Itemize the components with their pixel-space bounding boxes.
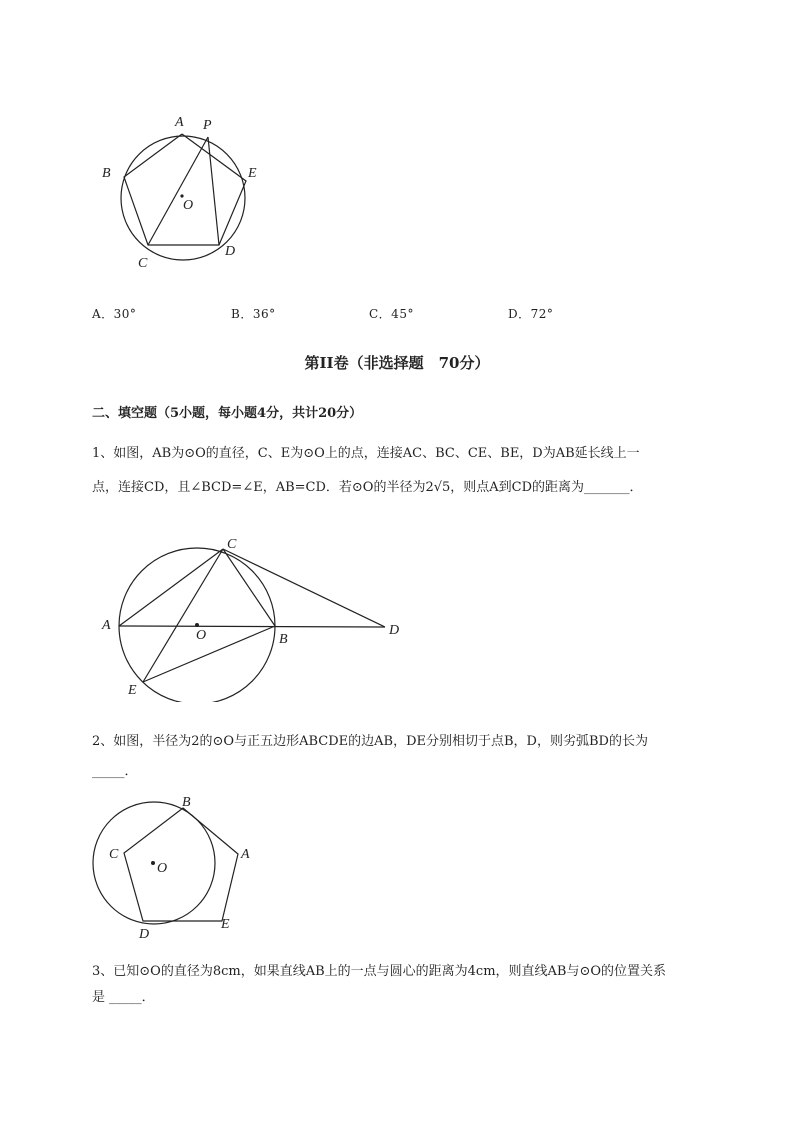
label-o-fig2: O xyxy=(196,628,207,643)
label-b-fig2: B xyxy=(279,632,288,647)
figure-1-circle-pentagon xyxy=(90,105,280,275)
label-e-fig2: E xyxy=(128,683,137,698)
option-d[interactable]: D．72° xyxy=(508,307,554,321)
question-1-line-2: 点，连接CD，且∠BCD=∠E，AB=CD．若⊙O的半径为2√5，则点A到CD的距离为_______． xyxy=(92,480,643,495)
segment-cb xyxy=(223,549,275,626)
diameter-ad xyxy=(119,626,385,627)
segment-eb xyxy=(143,626,275,682)
center-point-fig3 xyxy=(151,861,155,865)
section-title: 二、填空题（5小题，每小题4分，共计20分） xyxy=(92,406,363,421)
segment-ce xyxy=(143,549,223,682)
label-b-fig3: B xyxy=(182,795,191,810)
option-b[interactable]: B．36° xyxy=(231,307,276,321)
question-3-line-1: 3、已知⊙O的直径为8cm，如果直线AB上的一点与圆心的距离为4cm，则直线AB与⊙O的位置关系 xyxy=(92,964,667,979)
label-d-fig2: D xyxy=(389,623,400,638)
label-e-fig3: E xyxy=(221,917,230,932)
figure-2-circle-tangent xyxy=(95,532,415,702)
option-a[interactable]: A．30° xyxy=(92,307,137,321)
figure-3-circle-pentagon xyxy=(88,793,268,943)
label-d-fig1: D xyxy=(225,244,236,259)
pentagon-abcde-fig3 xyxy=(124,808,238,921)
question-2-line-1: 2、如图，半径为2的⊙O与正五边形ABCDE的边AB，DE分别相切于点B，D，则劣弧BD的长为 xyxy=(92,734,648,749)
segment-ac xyxy=(119,549,223,626)
center-point-fig2 xyxy=(195,623,199,627)
label-a-fig2: A xyxy=(102,618,111,633)
label-c-fig1: C xyxy=(138,256,148,271)
label-b-fig1: B xyxy=(102,166,111,181)
label-c-fig3: C xyxy=(109,847,119,862)
label-o-fig3: O xyxy=(157,861,168,876)
option-c[interactable]: C．45° xyxy=(369,307,414,321)
label-c-fig2: C xyxy=(227,537,237,552)
label-d-fig3: D xyxy=(139,927,150,942)
label-o-fig1: O xyxy=(183,198,194,213)
label-e-fig1: E xyxy=(248,166,257,181)
segment-cd xyxy=(223,549,385,627)
question-3-line-2: 是 _____． xyxy=(92,990,155,1005)
label-a-fig3: A xyxy=(241,847,250,862)
question-1-line-1: 1、如图，AB为⊙O的直径，C、E为⊙O上的点，连接AC、BC、CE、BE，D为AB延长线上一 xyxy=(92,446,640,461)
question-2-line-2: _____． xyxy=(92,764,138,779)
part-title: 第II卷（非选择题 70分） xyxy=(304,354,490,372)
segment-pd xyxy=(208,137,219,245)
label-p-fig1: P xyxy=(203,118,212,133)
label-a-fig1: A xyxy=(175,115,184,130)
